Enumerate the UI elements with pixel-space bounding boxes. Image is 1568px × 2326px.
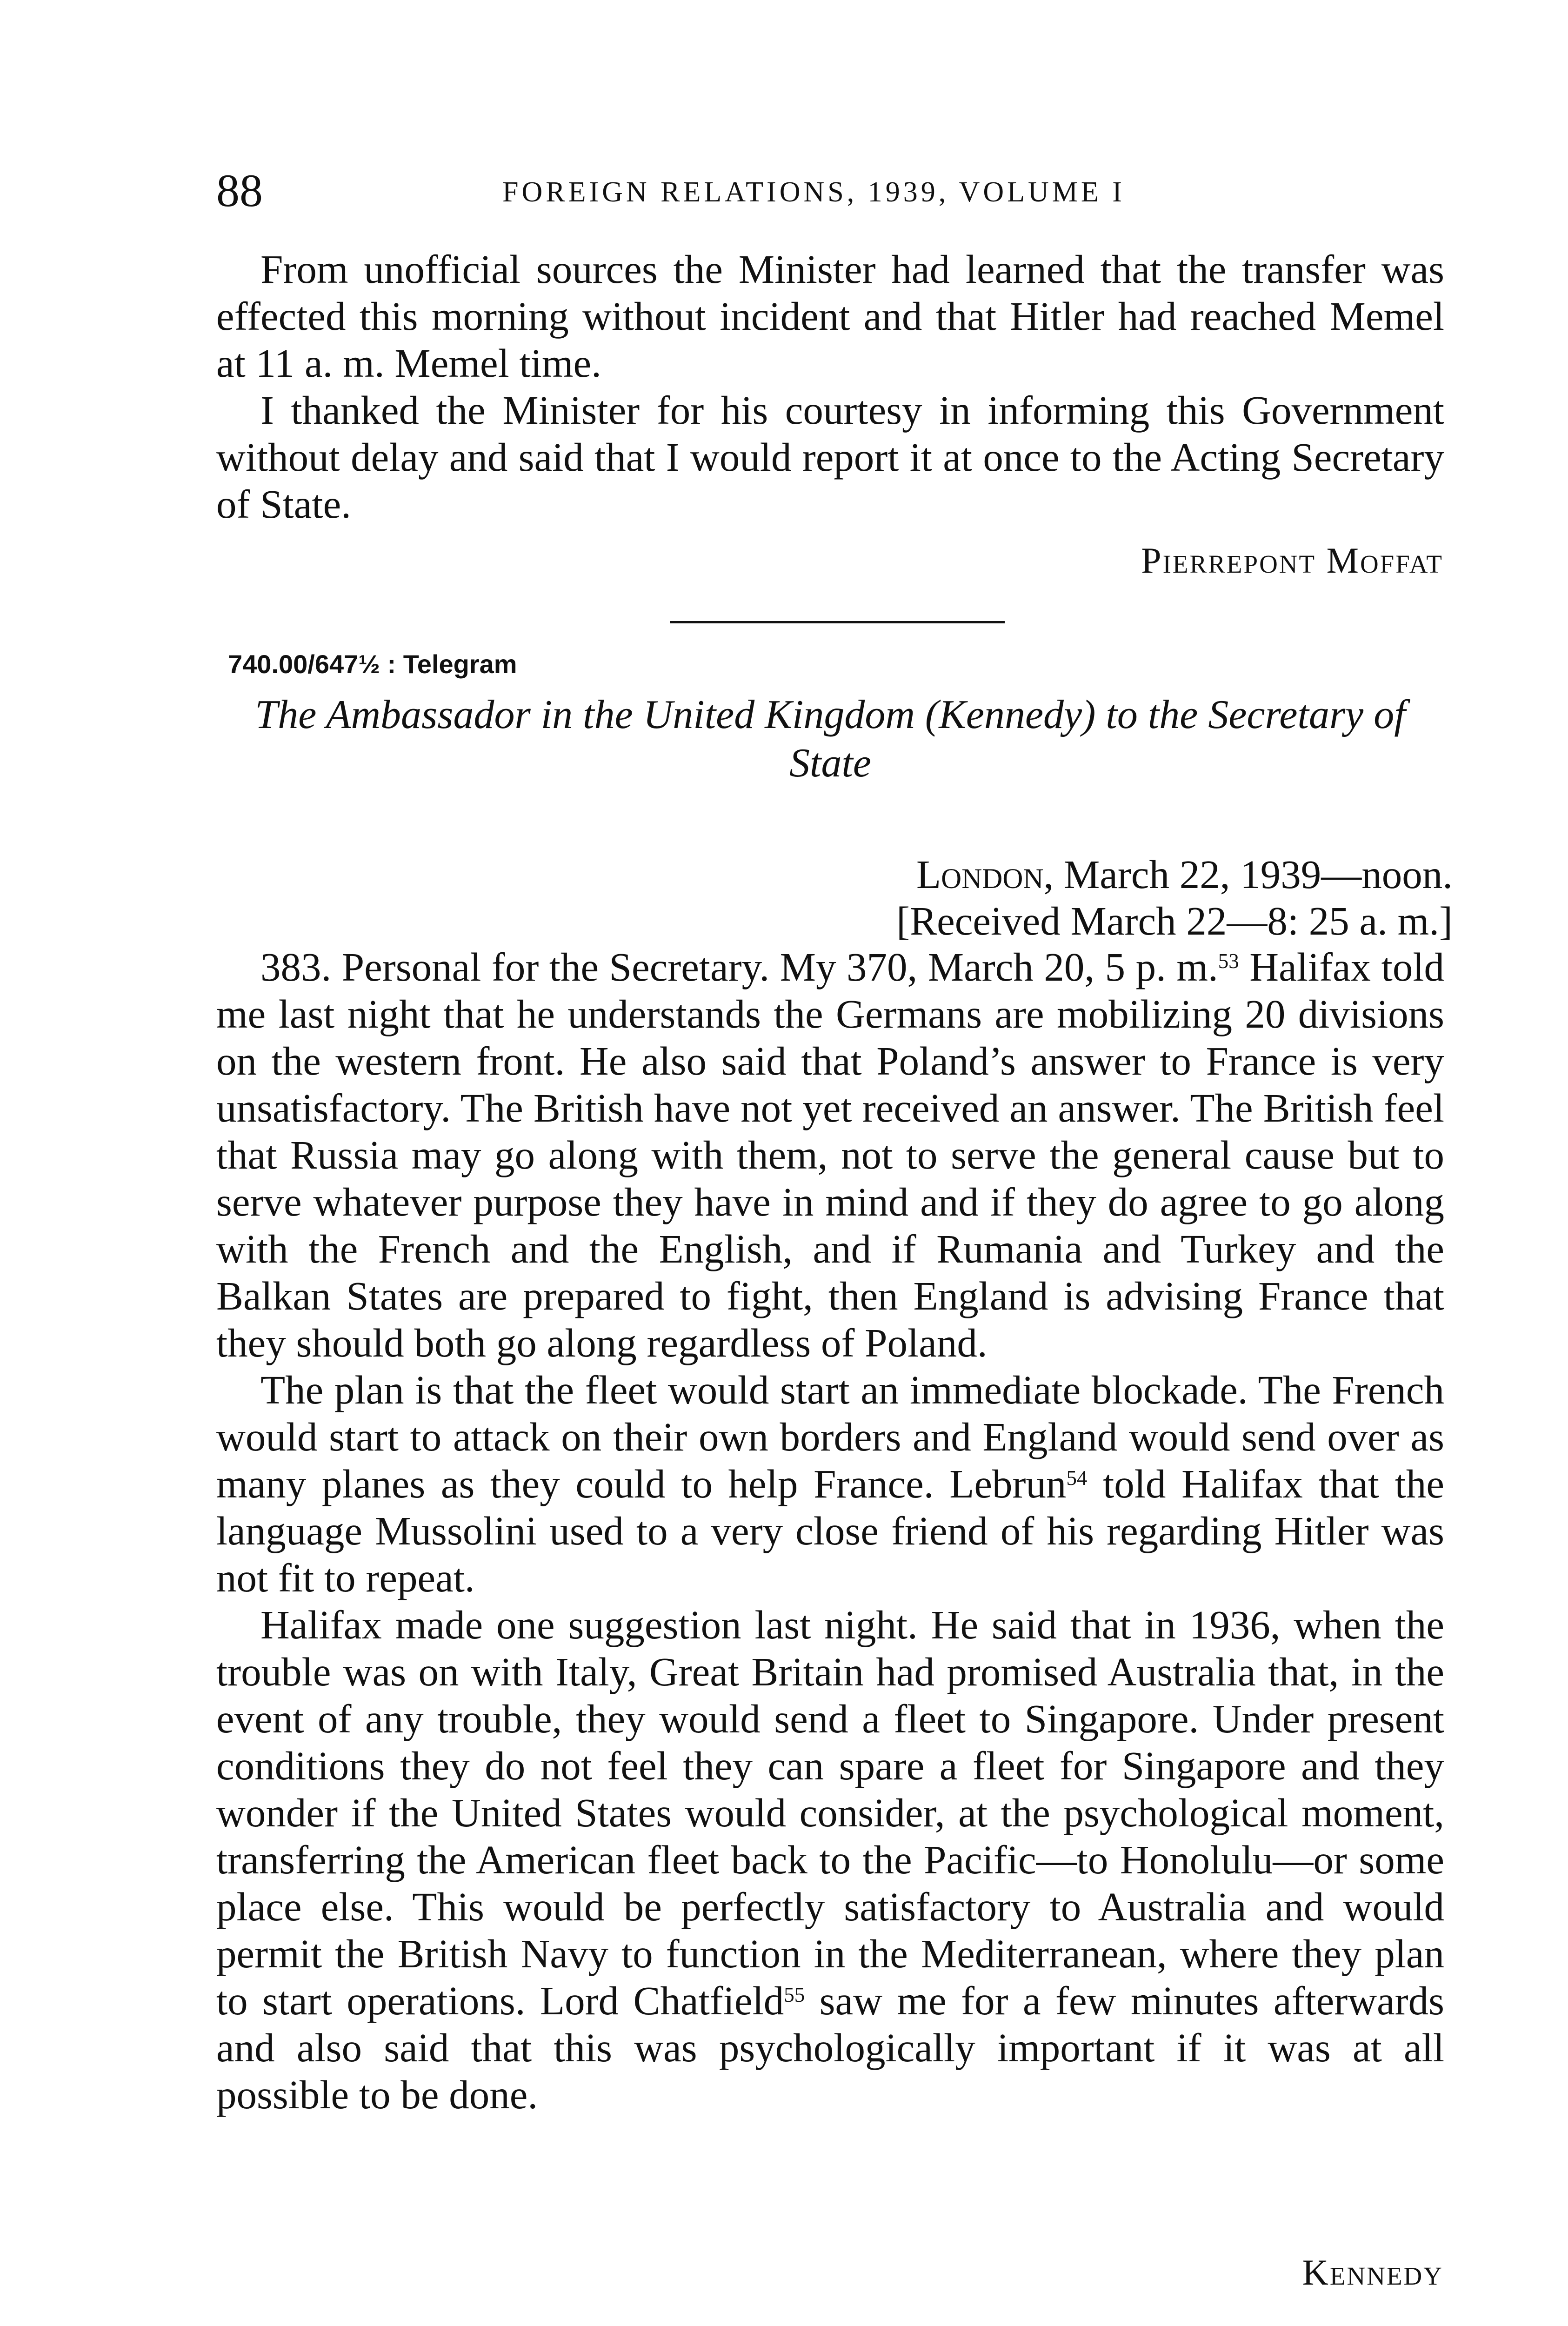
page-number: 88: [216, 165, 263, 216]
footnote-ref: 55: [784, 1983, 805, 2006]
file-reference: 740.00/647½ : Telegram: [228, 649, 517, 679]
signature-kennedy: Kennedy: [1302, 2252, 1443, 2293]
paragraph-text: saw me for a few minutes afterwards and also said that this was psychologically important if it was at all possible to be done.: [216, 1978, 1444, 2117]
paragraph-text: 383. Personal for the Secretary. My 370, March 20, 5 p. m.: [260, 944, 1218, 989]
paragraph: I thanked the Minister for his courtesy in informing this Government without delay and said that I would report it at once to the Acting Secretary of State.: [216, 388, 1444, 527]
footnote-ref: 54: [1066, 1466, 1088, 1490]
dateline-date: , March 22, 1939—noon.: [1043, 852, 1453, 897]
paragraph-text: told Halifax that the language Mussolini used to a very close friend of his regarding Hitler was not fit to repeat.: [216, 1461, 1444, 1600]
paragraph-text: Halifax made one suggestion last night. He said that in 1936, when the trouble was on with Italy, Great Britain had promised Australia that, in the event of any trouble, they would send a fleet to Singapore. Under present conditions they do not feel they can spare a fleet for Singapore and they wonder if the United States would consider, at the psychological moment, transferring the American fleet back to the Pacific—to Honolulu—or some place else. This would be perfectly satisfactory to Australia and would permit the British Navy to function in the Mediterranean, where they plan to start operations. Lord Chatfield: [216, 1602, 1444, 2023]
paragraph-text: The plan is that the fleet would start an immediate blockade. The French would start to attack on their own borders and England would send over as many planes as they could to help France. Lebrun: [216, 1367, 1444, 1506]
paragraph: [216, 1601, 1444, 2118]
paragraph: [216, 1366, 1444, 1601]
signature-moffat: Pierrepont Moffat: [1141, 540, 1443, 581]
telegram-body: [216, 943, 1444, 2118]
section-1-text: [216, 246, 1444, 528]
paragraph: [216, 943, 1444, 1366]
section-divider: [670, 621, 1005, 623]
dateline: [916, 851, 1453, 898]
page-header: [216, 165, 1449, 216]
footnote-ref: 53: [1218, 949, 1239, 973]
received-line: [Received March 22—8: 25 a. m.]: [896, 898, 1453, 943]
paragraph-text: Halifax told me last night that he understands the Germans are mobilizing 20 divisions on the western front. He also said that Poland’s answer to France is very unsatisfactory. The British have not yet received an answer. The British feel that Russia may go along with them, not to serve the general cause but to serve whatever purpose they have in mind and if they do agree to go along with the French and the English, and if Rumania and Turkey and the Balkan States are prepared to fight, then England is advising France that they should both go along regardless of Poland.: [216, 944, 1445, 1365]
document-title: The Ambassador in the United Kingdom (Kennedy) to the Secretary of State: [255, 692, 1406, 786]
running-title: FOREIGN RELATIONS, 1939, VOLUME I: [502, 176, 1125, 208]
dateline-place: London: [916, 852, 1044, 897]
paragraph: From unofficial sources the Minister had learned that the transfer was effected this morning without incident and that Hitler had reached Memel at 11 a. m. Memel time.: [216, 247, 1444, 386]
